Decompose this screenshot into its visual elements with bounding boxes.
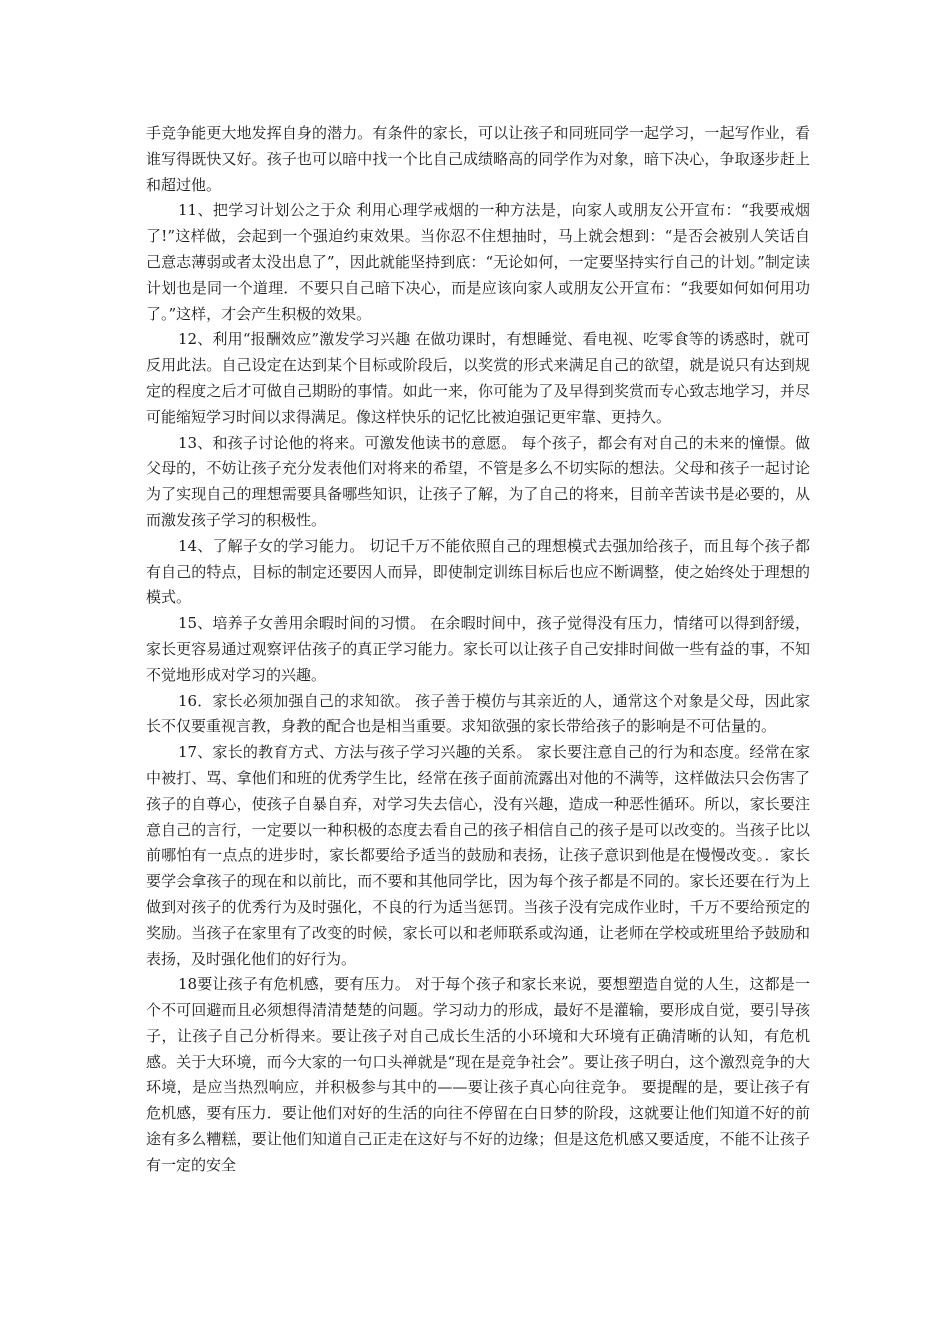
document-page	[146, 121, 810, 1179]
paragraph-continuation: 手竞争能更大地发挥自身的潜力。有条件的家长，可以让孩子和同班同学一起学习，一起写作业，看谁写得既快又好。孩子也可以暗中找一个比自己成绩略高的同学作为对象，暗下决心，争取逐步赶上和超过他。	[146, 124, 810, 194]
paragraph-item-14: 14、了解子女的学习能力。 切记千万不能依照自己的理想模式去强加给孩子，而且每个孩子都有自己的特点，目标的制定还要因人而异，即使制定训练目标后也应不断调整，使之始终处于理想的模式。	[146, 536, 810, 607]
paragraph-item-13: 13、和孩子讨论他的将来。可激发他读书的意愿。 每个孩子，都会有对自己的未来的憧憬。做父母的，不妨让孩子充分发表他们对将来的希望，不管是多么不切实际的想法。父母和孩子一起讨论为了实现自己的理想需要具备哪些知识，让孩子了解，为了自己的将来，目前辛苦读书是必要的，从而激发孩子学习的积极性。	[146, 433, 810, 529]
paragraph-item-15: 15、培养子女善用余暇时间的习惯。 在余暇时间中，孩子觉得没有压力，情绪可以得到舒缓，家长更容易通过观察评估孩子的真正学习能力。家长可以让孩子自己安排时间做一些有益的事，不知不觉地形成对学习的兴趣。	[146, 614, 810, 684]
paragraph-item-11: 11、把学习计划公之于众 利用心理学戒烟的一种方法是，向家人或朋友公开宣布：“我要戒烟了!”这样做，会起到一个强迫约束效果。当你忍不住想抽时，马上就会想到：“是否会被别人笑话自己意志薄弱或者太没出息了”，因此就能坚持到底：“无论如何，一定要坚持实行自己的计划。”制定读计划也是同一个道理．不要只自己暗下决心，而是应该向家人或朋友公开宣布：“我要如何如何用功了。”这样，才会产生积极的效果。	[146, 201, 810, 323]
paragraph-item-16: 16．家长必须加强自己的求知欲。 孩子善于模仿与其亲近的人，通常这个对象是父母，因此家长不仅要重视言教，身教的配合也是相当重要。求知欲强的家长带给孩子的影响是不可估量的。	[146, 691, 810, 736]
paragraph-item-17: 17、家长的教育方式、方法与孩子学习兴趣的关系。 家长要注意自己的行为和态度。经常在家中被打、骂、拿他们和班的优秀学生比，经常在孩子面前流露出对他的不满等，这样做法只会伤害了孩子的自尊心，使孩子自暴自弃，对学习失去信心，没有兴趣，造成一种恶性循环。所以，家长要注意自己的言行，一定要以一种积极的态度去看自己的孩子相信自己的孩子是可以改变的。当孩子比以前哪怕有一点点的进步时，家长都要给予适当的鼓励和表扬，让孩子意识到他是在慢慢改变。．家长要学会拿孩子的现在和以前比，而不要和其他同学比，因为每个孩子都是不同的。家长还要在行为上做到对孩子的优秀行为及时强化，不良的行为适当惩罚。当孩子没有完成作业时，千万不要给预定的奖励。当孩子在家里有了改变的时候，家长可以和老师联系或沟通，让老师在学校或班里给予鼓励和表扬，及时强化他们的好行为。	[146, 743, 810, 968]
paragraph-item-18: 18要让孩子有危机感，要有压力。 对于每个孩子和家长来说，要想塑造自觉的人生，这都是一个不可回避而且必须想得清清楚楚的问题。学习动力的形成，最好不是灌输，要形成自觉，要引导孩子，让孩子自己分析得来。要让孩子对自己成长生活的小环境和大环境有正确清晰的认知，有危机感。关于大环境，而今大家的一句口头禅就是“现在是竞争社会”。要让孩子明白，这个激烈竞争的大环境，是应当热烈响应，并积极参与其中的——要让孩子真心向往竞争。 要提醒的是，要让孩子有危机感，要有压力．要让他们对好的生活的向往不停留在白日梦的阶段，这就要让他们知道不好的前途有多么糟糕，要让他们知道自己正走在这好与不好的边缘；但是这危机感又要适度，不能不让孩子有一定的安全	[146, 975, 810, 1174]
paragraph-item-12: 12、利用“报酬效应”激发学习兴趣 在做功课时，有想睡觉、看电视、吃零食等的诱惑时，就可反用此法。自己设定在达到某个目标或阶段后，以奖赏的形式来满足自己的欲望，就是说只有达到规定的程度之后才可做自己期盼的事情。如此一来，你可能为了及早得到奖赏而专心致志地学习，并尽可能缩短学习时间以求得满足。像这样快乐的记忆比被迫强记更牢靠、更持久。	[146, 330, 810, 426]
